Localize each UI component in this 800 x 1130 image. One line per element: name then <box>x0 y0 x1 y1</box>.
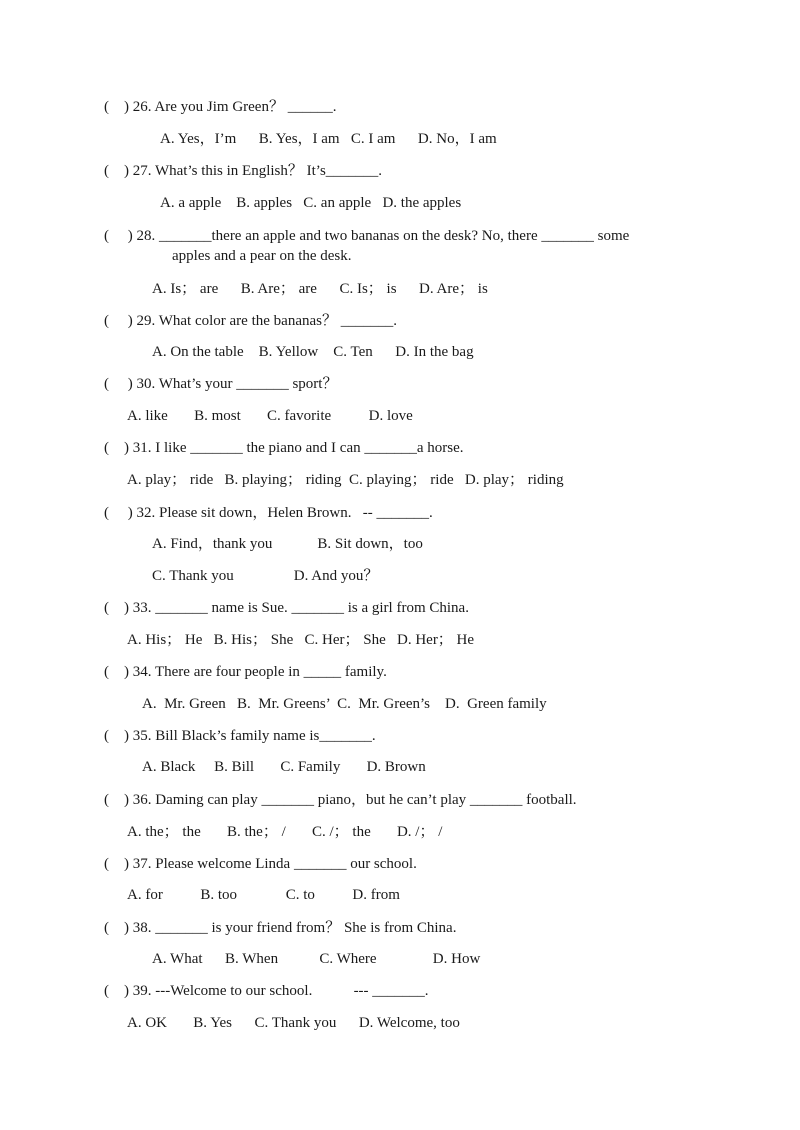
question-38-options: A. What B. When C. Where D. How <box>152 951 481 967</box>
question-34-options: A. Mr. Green B. Mr. Greens’ C. Mr. Green’s D. Green family <box>142 696 547 712</box>
question-39-stem: ( ) 39. ---Welcome to our school. --- _______. <box>104 983 429 999</box>
question-26-options: A. Yes，I’m B. Yes，I am C. I am D. No，I am <box>160 131 497 147</box>
question-30-options: A. like B. most C. favorite D. love <box>127 408 413 424</box>
question-37-options: A. for B. too C. to D. from <box>127 887 400 903</box>
question-38-stem: ( ) 38. _______ is your friend from？ She is from China. <box>104 920 457 936</box>
question-29-options: A. On the table B. Yellow C. Ten D. In the bag <box>152 344 474 360</box>
question-28-stem: ( ) 28. _______there an apple and two bananas on the desk? No, there _______ some <box>104 228 630 244</box>
question-31-options: A. play； ride B. playing； riding C. playing； ride D. play； riding <box>127 472 564 488</box>
question-39-options: A. OK B. Yes C. Thank you D. Welcome, too <box>127 1015 460 1031</box>
question-33-options: A. His； He B. His； She C. Her； She D. Her； He <box>127 632 475 648</box>
question-37-stem: ( ) 37. Please welcome Linda _______ our school. <box>104 856 417 872</box>
question-35-stem: ( ) 35. Bill Black’s family name is_______. <box>104 728 376 744</box>
question-27-options: A. a apple B. apples C. an apple D. the apples <box>160 195 462 211</box>
question-32-stem: ( ) 32. Please sit down，Helen Brown. -- _______. <box>104 505 433 521</box>
question-28-stem-continued: apples and a pear on the desk. <box>172 248 352 264</box>
question-28-options: A. Is； are B. Are； are C. Is； is D. Are； is <box>152 281 488 297</box>
question-29-stem: ( ) 29. What color are the bananas？ _______. <box>104 313 397 329</box>
question-32-options-row1: A. Find，thank you B. Sit down，too <box>152 536 423 552</box>
question-35-options: A. Black B. Bill C. Family D. Brown <box>142 759 426 775</box>
question-30-stem: ( ) 30. What’s your _______ sport？ <box>104 376 338 392</box>
question-33-stem: ( ) 33. _______ name is Sue. _______ is a girl from China. <box>104 600 469 616</box>
question-27-stem: ( ) 27. What’s this in English？ It’s_______. <box>104 163 383 179</box>
question-36-stem: ( ) 36. Daming can play _______ piano，but he can’t play _______ football. <box>104 792 577 808</box>
question-36-options: A. the； the B. the； / C. /； the D. /； / <box>127 824 443 840</box>
question-26-stem: ( ) 26. Are you Jim Green？ ______. <box>104 99 337 115</box>
question-32-options-row2: C. Thank you D. And you？ <box>152 568 379 584</box>
question-34-stem: ( ) 34. There are four people in _____ family. <box>104 664 387 680</box>
question-31-stem: ( ) 31. I like _______ the piano and I can _______a horse. <box>104 440 464 456</box>
